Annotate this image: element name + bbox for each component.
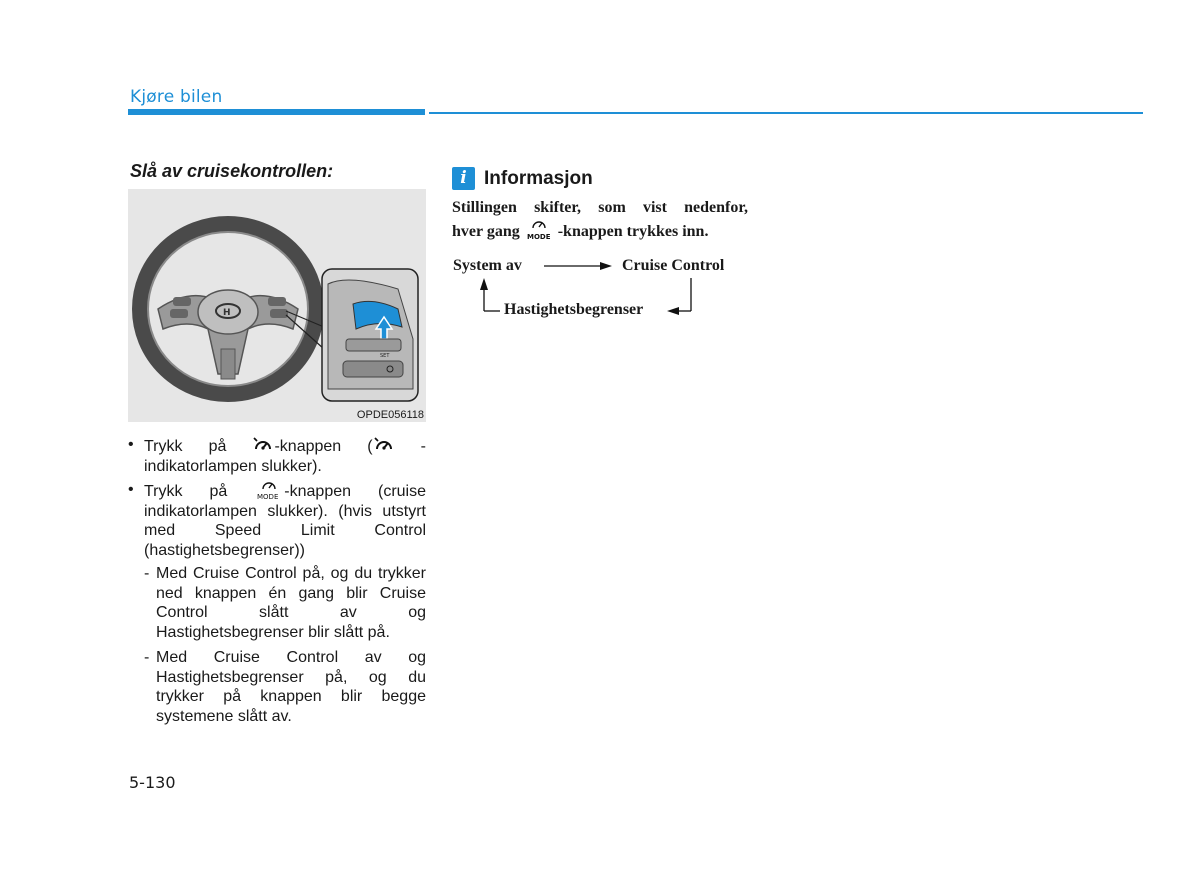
svg-text:H: H [223, 308, 231, 318]
sub-item-1: Med Cruise Control på, og du trykker ned knappen én gang blir Cruise Control slått av og Hastighetsbegrenser blir slått på. [156, 565, 426, 641]
mode-icon [254, 480, 284, 500]
diagram-state-3: Hastighetsbegrenser [504, 301, 644, 318]
cruise-icon [252, 435, 274, 455]
bullet2-text-a: Trykk på [144, 483, 228, 500]
steering-wheel-figure [128, 189, 426, 422]
steering-wheel-illustration [128, 189, 426, 422]
info-text [452, 198, 748, 242]
bullet1-text-c: - [394, 438, 426, 455]
info-line-1: Stillingen skifter, som vist nedenfor, [452, 199, 748, 216]
set-label: SET [380, 353, 390, 359]
cruise-indicator-icon [373, 435, 395, 455]
sub-item-2: Med Cruise Control av og Hastighetsbegrenser på, og du trykker på knappen blir begge systemene slått av. [156, 649, 426, 725]
list-item: • Trykk på MODE -knappen (cruise indikatorlampen slukker). (hvis utstyrt med Speed Limit Control (hastighetsbegrenser)) [128, 481, 427, 559]
figure-code: OPDE056118 [356, 409, 424, 421]
svg-text:MODE: MODE [257, 493, 279, 500]
bullet2-text-b: -knappen (cruise indikatorlampen slukker). (hvis utstyrt med Speed Limit Control (hastighetsbegrenser)) [144, 483, 427, 559]
subheading: Slå av cruisekontrollen: [130, 161, 334, 181]
list-item: • Trykk på -knappen ( - indikatorlampen slukker). [128, 436, 426, 475]
bullet1-text-d: indikatorlampen slukker). [144, 457, 322, 475]
header-rule-thick [128, 109, 425, 115]
diagram-state-2: Cruise Control [622, 257, 725, 274]
list-item: - Med Cruise Control av og Hastighetsbegrenser på, og du trykker på knappen blir begge systemene slått av. [144, 649, 426, 725]
header-rule-thin [429, 112, 1143, 114]
list-item: - Med Cruise Control på, og du trykker ned knappen én gang blir Cruise Control slått av og Hastighetsbegrenser blir slått på. [144, 565, 426, 641]
diagram-state-1: System av [453, 257, 522, 274]
mode-icon [524, 218, 554, 240]
page-number: 5-130 [129, 773, 176, 792]
svg-text:MODE: MODE [526, 233, 551, 240]
bullet1-text-a: Trykk på [144, 438, 227, 455]
info-title: Informasjon [484, 168, 593, 189]
mode-cycle-diagram [450, 252, 750, 332]
info-icon: i [452, 167, 475, 190]
info-line-2: hver gang MODE -knappen trykkes inn. [452, 218, 748, 242]
bullet1-text-b: -knappen ( [274, 438, 373, 455]
section-title: Kjøre bilen [130, 87, 223, 107]
instructions [128, 435, 426, 732]
